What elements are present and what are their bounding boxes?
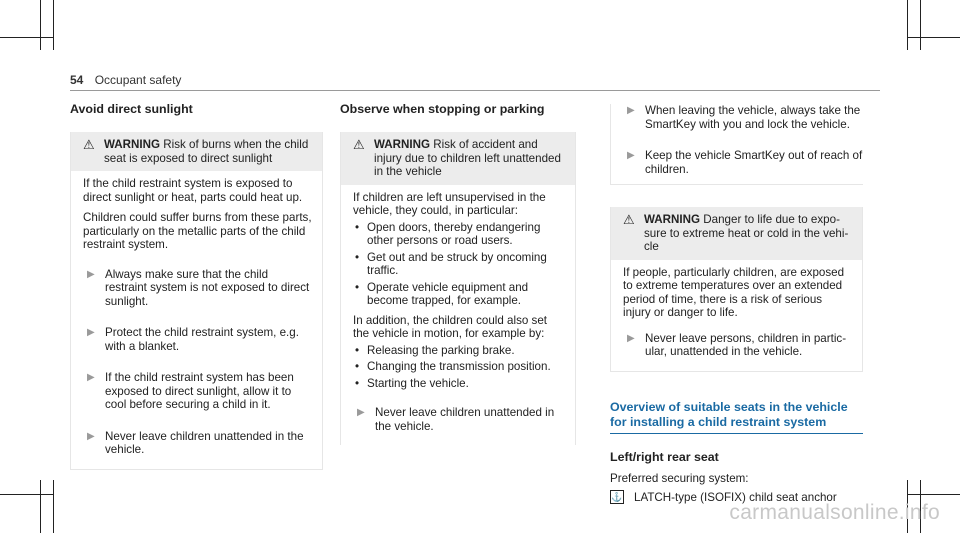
paragraph: Preferred securing system: <box>610 471 749 485</box>
page-header <box>70 73 181 87</box>
warning-label: WARNING <box>104 138 161 151</box>
paragraph: Children could suffer burns from these parts, particularly on the metallic parts of the child restraint system. <box>83 211 312 251</box>
warning-header <box>611 207 862 260</box>
warning-body <box>71 171 322 469</box>
bullet-list <box>353 344 565 391</box>
subheading: Left/right rear seat <box>610 449 719 464</box>
crop-mark <box>0 37 53 38</box>
crop-mark <box>40 0 41 50</box>
instruction: ▶ Never leave children unattended in the vehicle. <box>357 406 555 433</box>
isofix-anchor-icon: ⚓ <box>611 492 623 502</box>
warning-body <box>341 185 575 446</box>
paragraph: In addition, the children could also set the vehicle in motion, for example by: <box>353 313 547 340</box>
arrow-icon: ▶ <box>627 332 635 344</box>
paragraph: If children are left unsupervised in the vehicle, they could, in particular: <box>353 190 546 217</box>
list-item: • Get out and be struck by oncoming traffic. <box>353 251 565 278</box>
crop-mark <box>907 37 960 38</box>
arrow-icon: ▶ <box>87 372 95 383</box>
warning-text: Risk of accident and injury due to children left unattended in the vehicle <box>374 138 561 178</box>
chapter-title: Occupant safety <box>94 73 182 87</box>
crop-mark <box>907 494 960 495</box>
crop-mark <box>0 494 53 495</box>
list-item: • Open doors, thereby endangering other persons or road users. <box>353 221 565 248</box>
warning-triangle-icon: ⚠ <box>353 137 365 152</box>
arrow-icon: ▶ <box>87 327 95 338</box>
header-divider <box>70 90 880 91</box>
warning-body <box>611 260 862 371</box>
warning-box <box>340 132 576 445</box>
instruction: ▶ Always make sure that the child restraint system is not exposed to direct sunlight. <box>87 267 310 308</box>
warning-text: Risk of burns when the child seat is exposed to direct sunlight <box>104 138 309 165</box>
section-heading: Observe when stopping or parking <box>340 102 545 116</box>
list-item: • Operate vehicle equipment and become trapped, for example. <box>353 281 565 308</box>
section-title: Overview of suitable seats in the vehicle for installing a child restraint system <box>610 400 863 434</box>
column-1 <box>70 102 323 470</box>
instruction: ▶ If the child restraint system has been exposed to direct sunlight, allow it to cool before securing a child in it. <box>87 371 294 411</box>
warning-box <box>610 207 863 372</box>
crop-mark <box>920 0 921 50</box>
arrow-icon: ▶ <box>627 150 635 161</box>
bullet-list <box>353 221 565 308</box>
arrow-icon: ▶ <box>627 105 635 116</box>
section-heading: Avoid direct sunlight <box>70 102 193 116</box>
arrow-icon: ▶ <box>87 268 95 280</box>
list-item: • Changing the transmission position. <box>353 360 565 374</box>
latch-label: LATCH-type (ISOFIX) child seat anchor <box>634 490 837 504</box>
warning-triangle-icon: ⚠ <box>83 137 95 152</box>
instruction-group <box>610 104 863 185</box>
arrow-icon: ▶ <box>357 407 365 418</box>
instruction: ▶ Never leave children unattended in the vehicle. <box>87 429 304 456</box>
warning-header <box>341 132 575 185</box>
list-item: • Releasing the parking brake. <box>353 344 565 358</box>
warning-header <box>71 132 322 171</box>
warning-box <box>70 132 323 470</box>
column-2 <box>340 102 576 445</box>
instruction: ▶ Protect the child restraint system, e.g. with a blanket. <box>87 326 299 353</box>
crop-mark <box>40 480 41 533</box>
column-3 <box>610 98 863 504</box>
warning-text: Danger to life due to exposure to extreme heat or cold in the vehicle <box>644 213 849 253</box>
crop-mark <box>53 0 54 50</box>
crop-mark <box>53 480 54 533</box>
warning-label: WARNING <box>374 138 431 151</box>
list-item: • Starting the vehicle. <box>353 377 565 391</box>
instruction: ▶ Keep the vehicle SmartKey out of reach of children. <box>627 149 863 176</box>
instruction: ▶ When leaving the vehicle, always take the SmartKey with you and lock the vehicle. <box>627 104 861 131</box>
warning-triangle-icon: ⚠ <box>623 212 635 227</box>
watermark: carmanualsonline.info <box>729 501 940 524</box>
paragraph: If people, particularly children, are exposed to extreme temperatures over an extended period of time, there is a risk of serious injury or danger to life. <box>623 265 845 319</box>
page-number: 54 <box>70 73 84 87</box>
arrow-icon: ▶ <box>87 430 95 442</box>
paragraph: If the child restraint system is exposed to direct sunlight or heat, parts could heat up. <box>83 177 303 204</box>
instruction: ▶ Never leave persons, children in particular, unattended in the vehicle. <box>627 331 847 358</box>
warning-label: WARNING <box>644 213 701 226</box>
crop-mark <box>907 0 908 50</box>
